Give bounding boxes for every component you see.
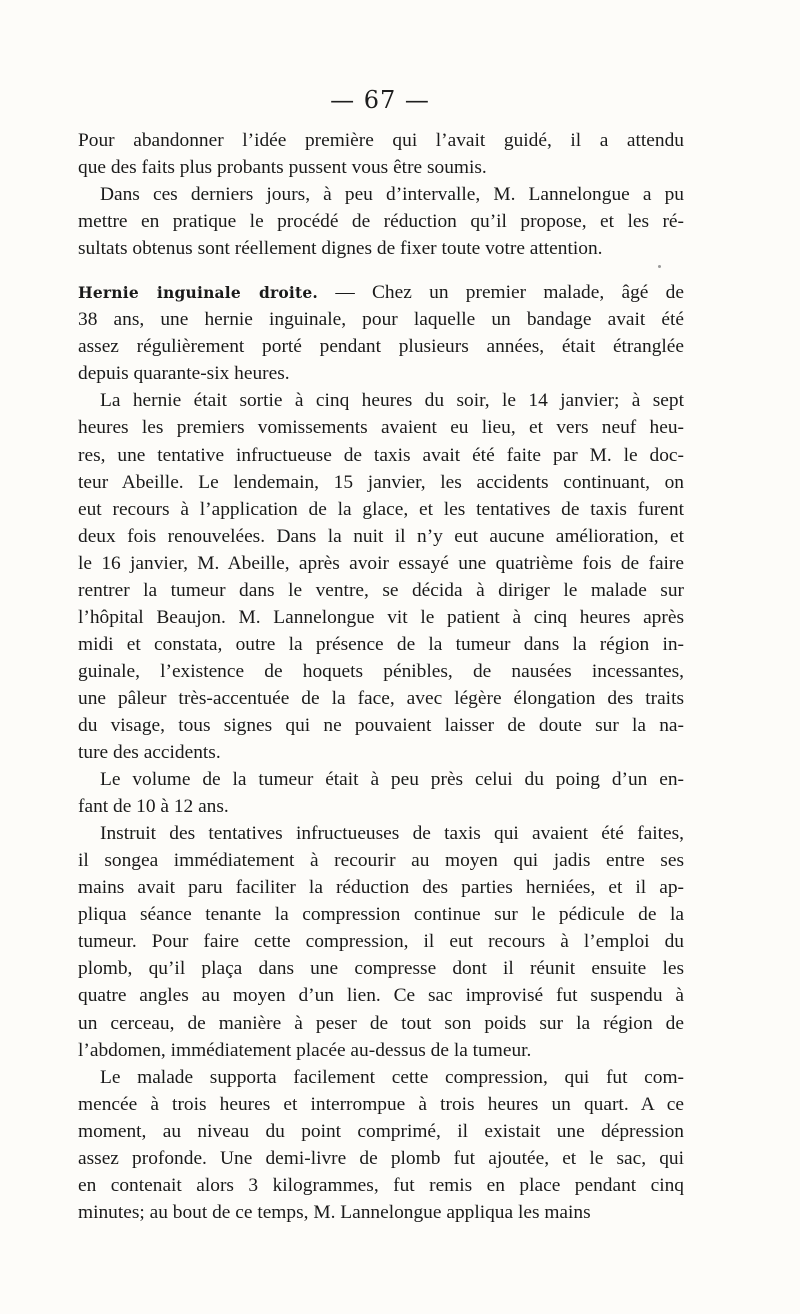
paragraph-heading — [78, 279, 684, 387]
text-line: sultats obtenus sont réellement dignes de fixer toute votre attention. — [78, 238, 603, 260]
text-line: fant de 10 à 12 ans. — [78, 796, 229, 818]
text-line: pliqua séance tenante la compression continue sur le pédicule de la — [78, 904, 684, 926]
text-line: minutes; au bout de ce temps, M. Lannelongue appliqua les mains — [78, 1201, 591, 1223]
text-line: mencée à trois heures et interrompue à trois heures un quart. A ce — [78, 1093, 684, 1115]
paragraph — [78, 820, 684, 1063]
paragraph — [78, 181, 684, 262]
text-line: teur Abeille. Le lendemain, 15 janvier, les accidents continuant, on — [78, 471, 684, 493]
paragraph — [78, 127, 684, 181]
text-line: mettre en pratique le procédé de réduction qu’il propose, et les ré- — [78, 211, 684, 233]
text-line: Le volume de la tumeur était à peu près celui du poing d’un en- — [100, 769, 684, 791]
text-line: l’hôpital Beaujon. M. Lannelongue vit le patient à cinq heures après — [78, 606, 684, 628]
text-line: ture des accidents. — [78, 742, 221, 764]
text-line: Pour abandonner l’idée première qui l’avait guidé, il a attendu — [78, 130, 684, 151]
section-heading: Hernie inguinale droite. — [78, 283, 319, 303]
paragraph — [78, 766, 684, 820]
body-text — [78, 127, 684, 1226]
text-line: midi et constata, outre la présence de la tumeur dans la région in- — [78, 633, 684, 655]
text-line: l’abdomen, immédiatement placée au-dessus de la tumeur. — [78, 1039, 532, 1061]
text-line: mains avait paru faciliter la réduction des parties herniées, et il ap- — [78, 877, 684, 899]
text-line: du visage, tous signes qui ne pouvaient laisser de doute sur la na- — [78, 714, 684, 736]
text-line: guinale, l’existence de hoquets pénibles, de nausées incessantes, — [78, 660, 684, 682]
text-line: une pâleur très-accentuée de la face, avec légère élongation des traits — [78, 687, 684, 709]
page-number: — 67 — — [330, 86, 430, 114]
text-line: heures les premiers vomissements avaient eu lieu, et vers neuf heu- — [78, 417, 684, 439]
text-line: quatre angles au moyen d’un lien. Ce sac improvisé fut suspendu à — [78, 985, 684, 1007]
text-line: il songea immédiatement à recourir au moyen qui jadis entre ses — [78, 850, 684, 872]
text-line — [78, 279, 684, 306]
text-line: 38 ans, une hernie inguinale, pour laquelle un bandage avait été — [78, 309, 684, 331]
paper-speck — [658, 265, 661, 268]
section-gap — [78, 262, 684, 279]
text-line: depuis quarante-six heures. — [78, 363, 290, 385]
text-line: Dans ces derniers jours, à peu d’intervalle, M. Lannelongue a pu — [100, 184, 684, 206]
text-line: que des faits plus probants pussent vous être soumis. — [78, 157, 487, 179]
text-line: le 16 janvier, M. Abeille, après avoir essayé une quatrième fois de faire — [78, 552, 684, 574]
text-line: en contenait alors 3 kilogrammes, fut remis en place pendant cinq — [78, 1174, 684, 1196]
text-line: assez régulièrement porté pendant plusieurs années, était étranglée — [78, 336, 684, 358]
text-line: un cerceau, de manière à peser de tout son poids sur la région de — [78, 1012, 684, 1034]
text-line: eut recours à l’application de la glace, et les tentatives de taxis furent — [78, 498, 684, 520]
text-line: tumeur. Pour faire cette compression, il eut recours à l’emploi du — [78, 931, 684, 953]
text-line: assez profonde. Une demi-livre de plomb fut ajoutée, et le sac, qui — [78, 1147, 684, 1169]
text-line: res, une tentative infructueuse de taxis avait été faite par M. le doc- — [78, 444, 684, 466]
text-line: rentrer la tumeur dans le ventre, se décida à diriger le malade sur — [78, 579, 684, 601]
paragraph — [78, 387, 684, 766]
text-line: moment, au niveau du point comprimé, il existait une dépression — [78, 1120, 684, 1142]
text-line: deux fois renouvelées. Dans la nuit il n’y eut aucune amélioration, et — [78, 525, 684, 547]
paragraph — [78, 1064, 684, 1226]
text-line: plomb, qu’il plaça dans une compresse dont il réunit ensuite les — [78, 958, 684, 980]
text-line: Le malade supporta facilement cette compression, qui fut com- — [100, 1066, 684, 1088]
text-run: — Chez un premier malade, âgé de — [318, 282, 684, 304]
text-line: La hernie était sortie à cinq heures du soir, le 14 janvier; à sept — [100, 390, 684, 412]
text-line: Instruit des tentatives infructueuses de taxis qui avaient été faites, — [100, 823, 684, 845]
